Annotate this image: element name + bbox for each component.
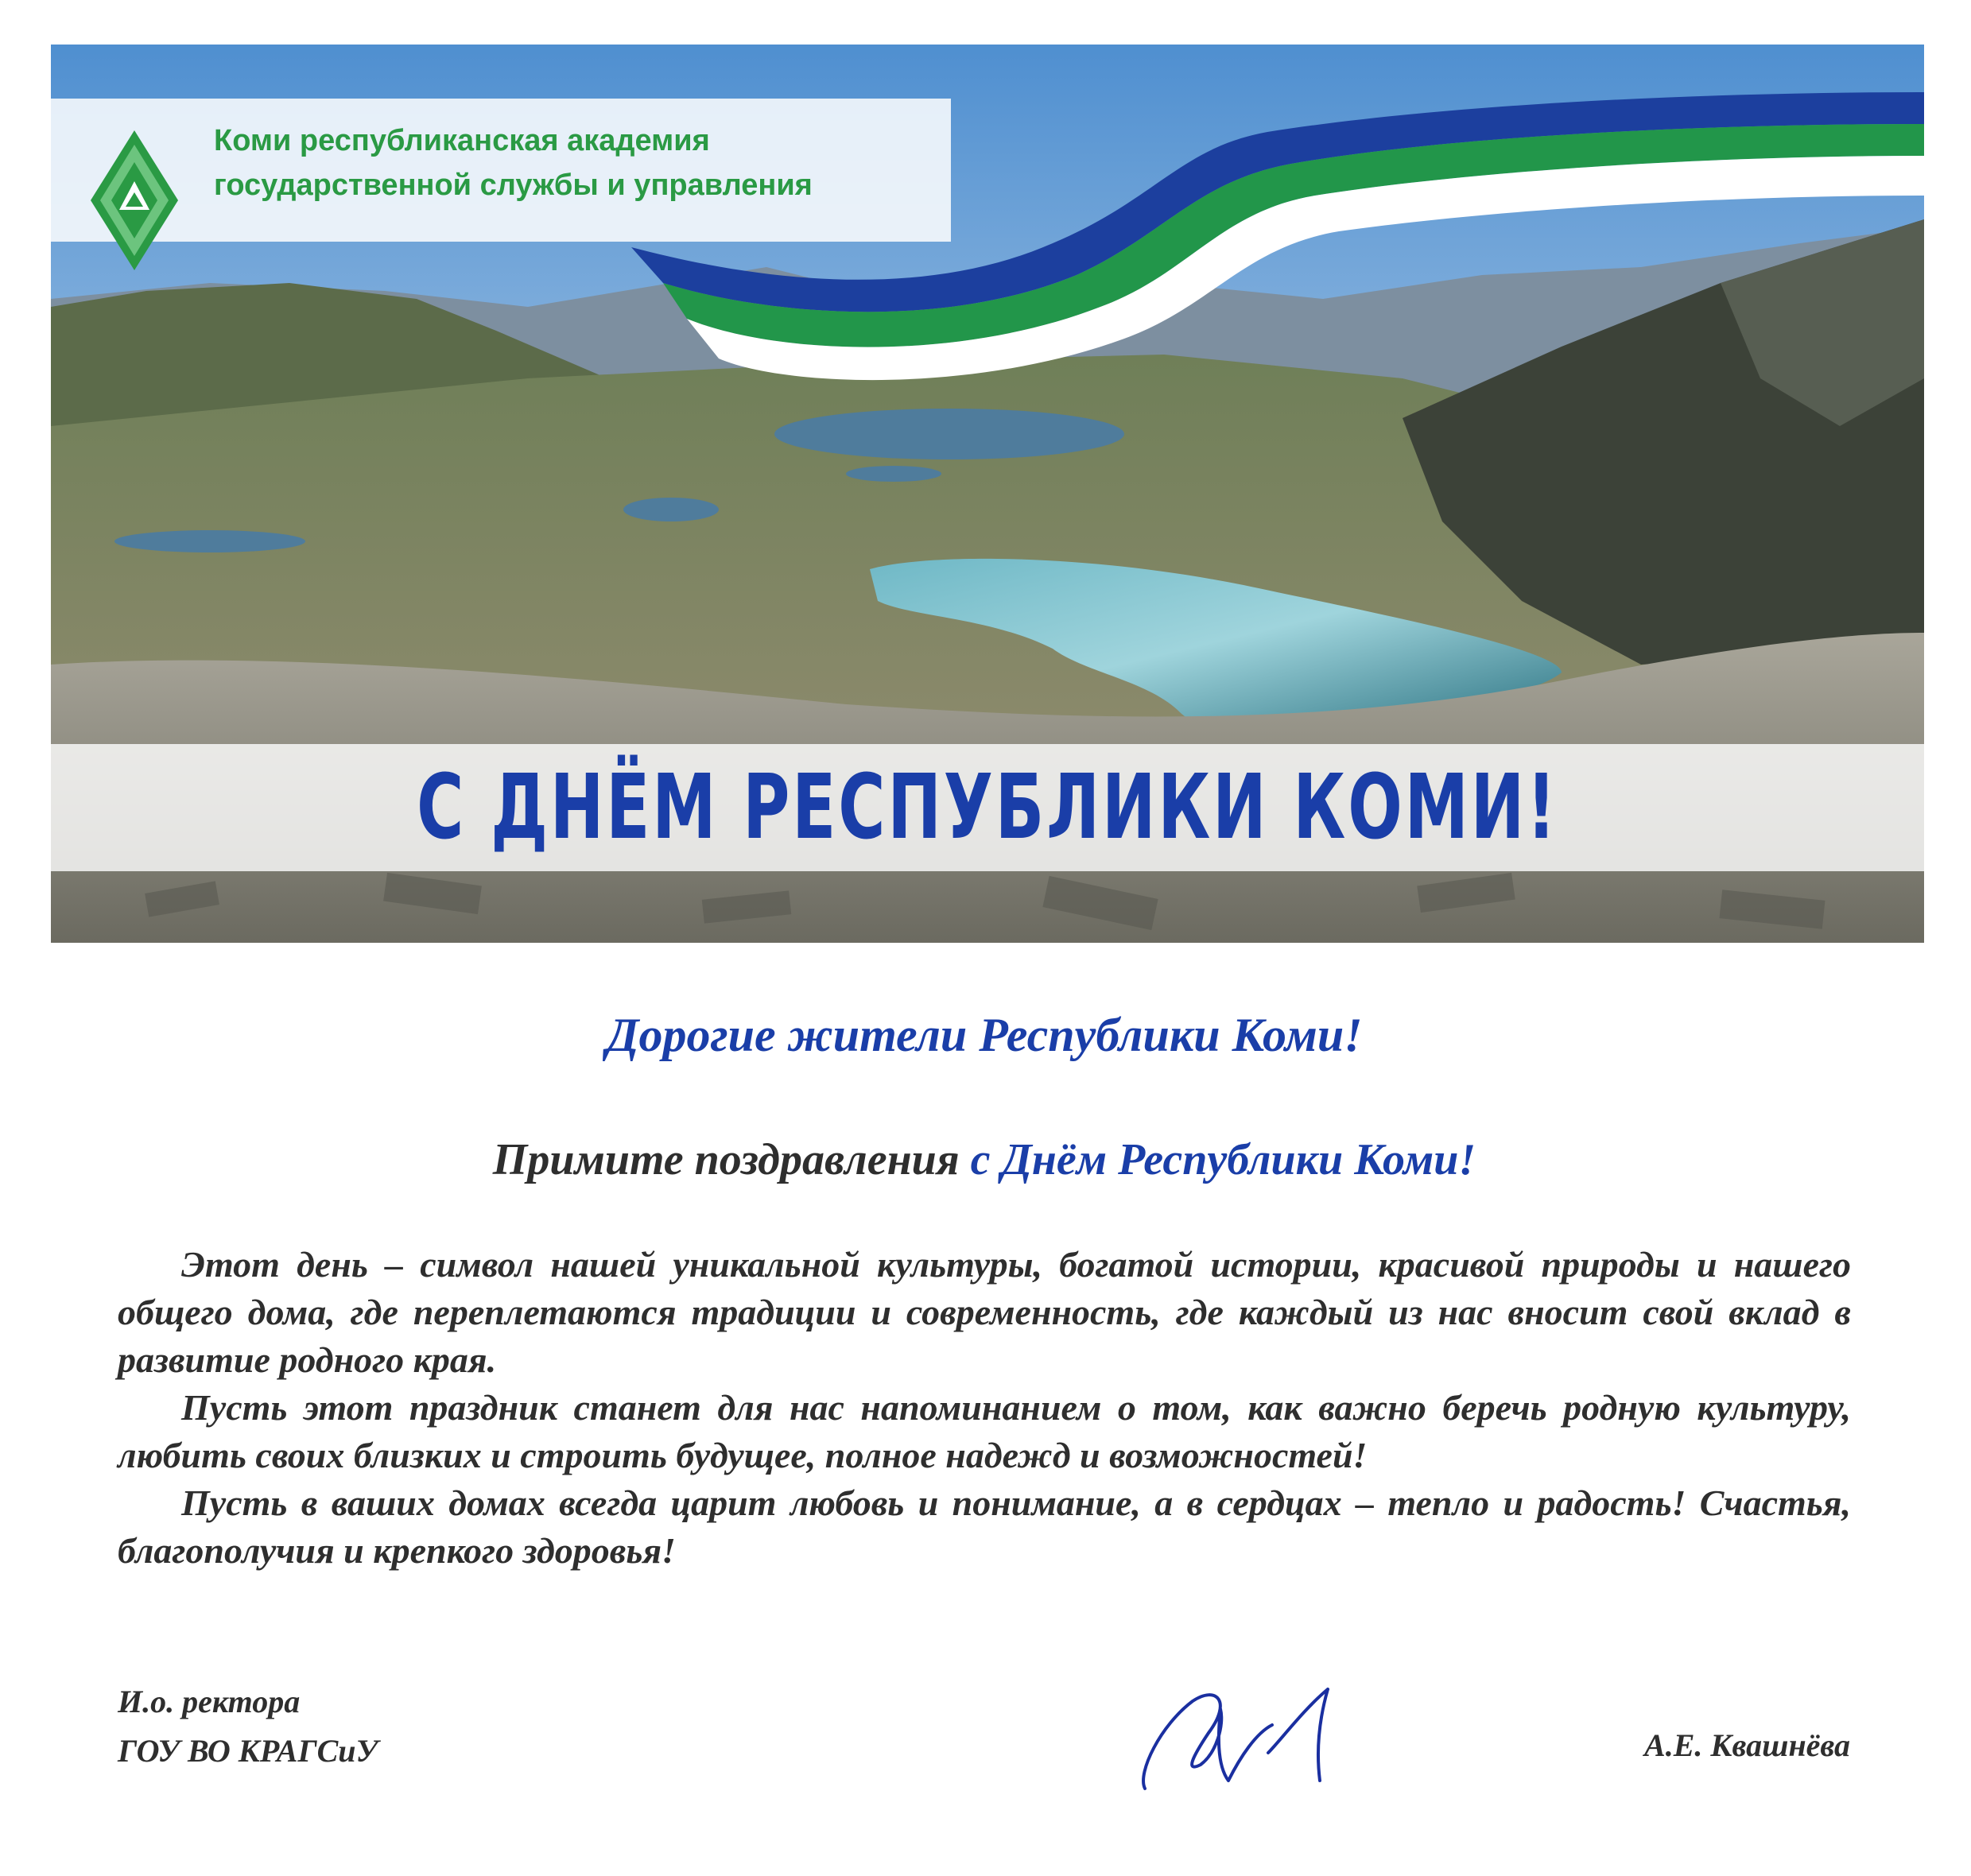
handwritten-signature	[1129, 1677, 1360, 1797]
signatory-name: А.Е. Квашнёва	[1644, 1727, 1850, 1763]
letter-paragraphs	[118, 1241, 1851, 1575]
paragraph: Пусть в ваших домах всегда царит любовь и понимание, а в сердцах – тепло и радость! Счастья, благополучия и крепкого здоровья!	[118, 1483, 1851, 1571]
banner-headline: С ДНЁМ РЕСПУБЛИКИ КОМИ!	[417, 756, 1558, 859]
organization-name-line1: Коми республиканская академия	[214, 124, 710, 157]
institution-name: ГОУ ВО КРАГСиУ	[118, 1733, 378, 1769]
letter-body	[118, 986, 1851, 1575]
congratulation-prefix: Примите поздравления	[492, 1135, 971, 1184]
green-diamond-logo-icon	[91, 130, 178, 270]
signatory-position	[118, 1677, 378, 1776]
congratulation-highlight: с Днём Республики Коми!	[970, 1135, 1476, 1184]
organization-name	[214, 118, 945, 207]
logo-panel	[51, 99, 951, 242]
position-title: И.о. ректора	[118, 1684, 301, 1719]
paragraph: Этот день – символ нашей уникальной культуры, богатой истории, красивой природы и нашего общего дома, где переплетаются традиции и современность, где каждый из нас вносит свой вклад в развитие родного края.	[118, 1244, 1851, 1380]
headline-band	[51, 744, 1924, 871]
paragraph: Пусть этот праздник станет для нас напоминанием о том, как важно беречь родную культуру, любить своих близких и строить будущее, полное надежд и возможностей!	[118, 1387, 1851, 1475]
organization-name-line2: государственной службы и управления	[214, 169, 813, 202]
greeting-title: Дорогие жители Республики Коми!	[606, 1009, 1363, 1061]
banner	[51, 45, 1924, 943]
congratulation-line	[118, 1134, 1851, 1185]
